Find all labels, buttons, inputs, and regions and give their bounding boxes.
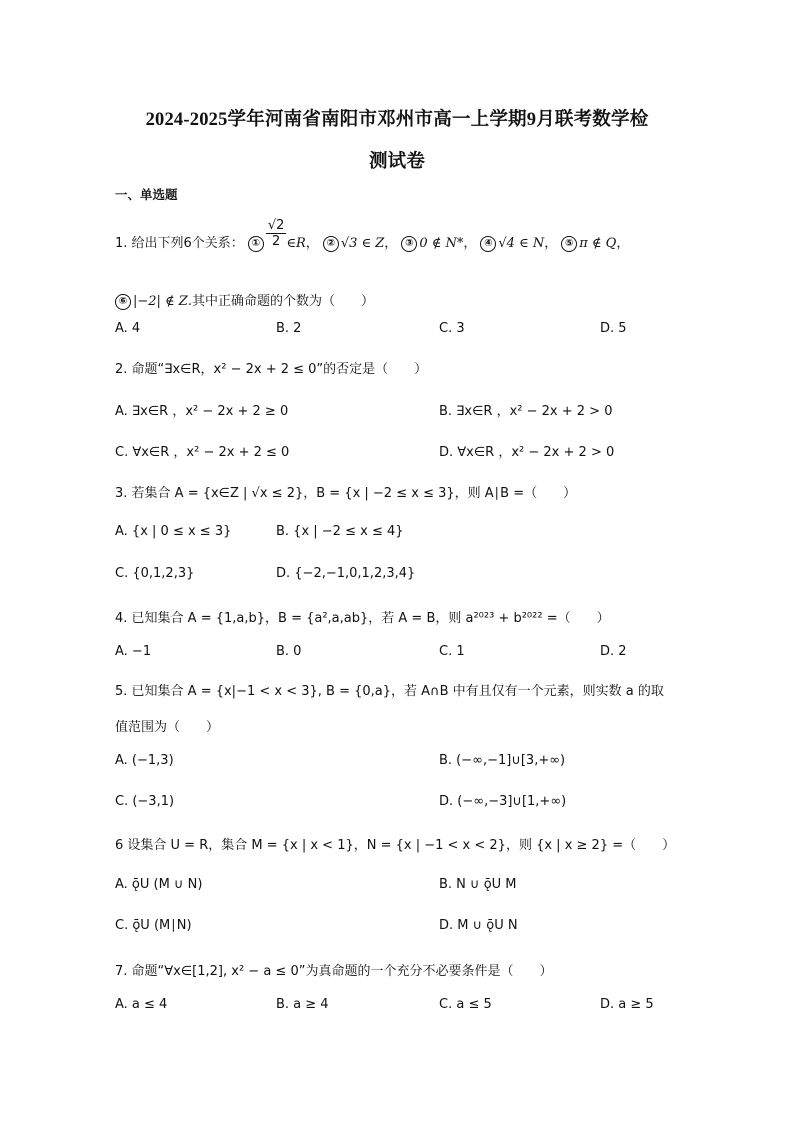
q4-option-c: C. 1	[439, 644, 465, 659]
q1-rel-2: √3 ∈ Z	[340, 236, 385, 251]
q1-rel-4: √4 ∈ N	[498, 236, 545, 251]
question-1-line-2	[115, 290, 374, 310]
q1-option-a: A. 4	[115, 321, 141, 336]
q1-rel-5: π ∉ Q	[579, 236, 617, 251]
question-4-stem: 4. 已知集合 A = {1,a,b}，B = {a²,a,ab}，若 A = B，则 a²⁰²³ + b²⁰²² =（ ）	[115, 611, 610, 626]
doc-title-line-2: 测试卷	[368, 152, 426, 172]
circled-2-icon: ②	[323, 236, 339, 252]
q1-option-c: C. 3	[439, 321, 465, 336]
q2-option-c: C. ∀x∈R ，x² − 2x + 2 ≤ 0	[115, 445, 290, 460]
q7-option-d: D. a ≥ 5	[600, 997, 654, 1012]
q2-option-d: D. ∀x∈R ，x² − 2x + 2 > 0	[439, 445, 615, 460]
q5-option-a: A. (−1,3)	[115, 753, 174, 768]
q1-option-d: D. 5	[600, 321, 627, 336]
q2-option-b: B. ∃x∈R ，x² − 2x + 2 > 0	[439, 404, 613, 419]
q5-option-c: C. (−3,1)	[115, 794, 175, 809]
q3-option-b: B. {x | −2 ≤ x ≤ 4}	[276, 524, 404, 539]
q5-option-d: D. (−∞,−3]∪[1,+∞)	[439, 794, 567, 809]
circled-6-icon: ⑥	[115, 294, 131, 310]
question-1-line-1: 1. 给出下列6个关系： ① $\frac{√2}{2}$ ∈R， ② √3 ∈ Z， ③ 0 ∉ N*， ④ √4 ∈ N， ⑤ π ∉ Q，	[115, 218, 630, 251]
q6-option-c: C. ǭU (M∣N)	[115, 918, 192, 933]
q1-line-2-tail: .其中正确命题的个数为（ ）	[187, 294, 374, 309]
q3-option-c: C. {0,1,2,3}	[115, 566, 195, 581]
circled-1-icon: ①	[248, 236, 264, 252]
q1-option-b: B. 2	[276, 321, 302, 336]
question-3-stem: 3. 若集合 A = {x∈Z | √x ≤ 2}，B = {x | −2 ≤ x ≤ 3}，则 A∣B =（ ）	[115, 486, 577, 501]
q7-option-b: B. a ≥ 4	[276, 997, 329, 1012]
doc-title-line-1: 2024-2025学年河南省南阳市邓州市高一上学期9月联考数学检	[145, 110, 649, 130]
q1-lead: 1. 给出下列6个关系：	[115, 236, 244, 251]
q1-rel-6: |−2| ∉ Z	[133, 294, 188, 309]
q4-option-a: A. −1	[115, 644, 152, 659]
question-6-stem: 6 设集合 U = R，集合 M = {x | x < 1}，N = {x | −1 < x < 2}，则 {x | x ≥ 2} =（ ）	[115, 838, 676, 853]
circled-3-icon: ③	[401, 236, 417, 252]
q1-fraction-num: √2	[267, 218, 285, 233]
q1-fraction-den: 2	[271, 234, 281, 249]
q7-option-a: A. a ≤ 4	[115, 997, 168, 1012]
q3-option-a: A. {x | 0 ≤ x ≤ 3}	[115, 524, 232, 539]
q6-option-d: D. M ∪ ǭU N	[439, 918, 518, 933]
q1-rel-3: 0 ∉ N*	[419, 236, 464, 251]
q7-option-c: C. a ≤ 5	[439, 997, 492, 1012]
q2-option-a: A. ∃x∈R ，x² − 2x + 2 ≥ 0	[115, 404, 289, 419]
question-2-stem: 2. 命题“∃x∈R，x² − 2x + 2 ≤ 0”的否定是（ ）	[115, 362, 428, 377]
q1-fraction	[266, 218, 287, 249]
q4-option-b: B. 0	[276, 644, 302, 659]
circled-5-icon: ⑤	[561, 236, 577, 252]
question-7-stem: 7. 命题“∀x∈[1,2], x² − a ≤ 0”为真命题的一个充分不必要条件是（ ）	[115, 964, 553, 979]
q1-rel-1-tail: ∈R	[286, 236, 306, 251]
q5-option-b: B. (−∞,−1]∪[3,+∞)	[439, 753, 566, 768]
q4-option-d: D. 2	[600, 644, 627, 659]
q6-option-a: A. ǭU (M ∪ N)	[115, 877, 203, 892]
question-5-stem-1: 5. 已知集合 A = {x|−1 < x < 3}, B = {0,a}，若 A∩B 中有且仅有一个元素，则实数 a 的取	[115, 684, 664, 699]
question-5-stem-2: 值范围为（ ）	[115, 720, 220, 735]
circled-4-icon: ④	[480, 236, 496, 252]
q3-option-d: D. {−2,−1,0,1,2,3,4}	[276, 566, 416, 581]
q6-option-b: B. N ∪ ǭU M	[439, 877, 517, 892]
section-heading: 一、单选题	[115, 187, 178, 202]
